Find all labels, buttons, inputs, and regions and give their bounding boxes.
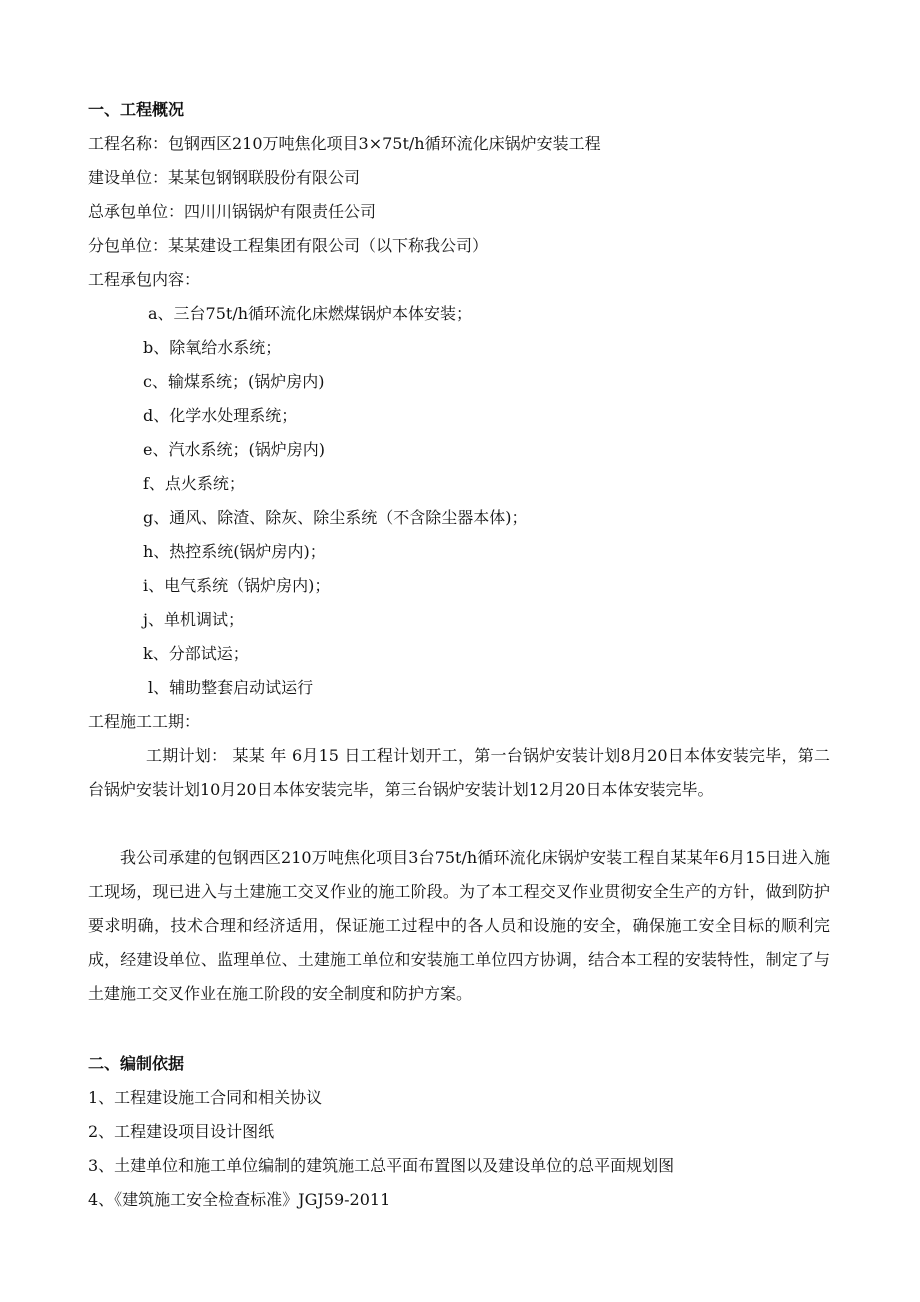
scope-item: g、通风、除渣、除灰、除尘系统（不含除尘器本体)； bbox=[143, 508, 528, 527]
schedule-paragraph: 工期计划： 某某 年 6月15 日工程计划开工，第一台锅炉安装计划8月20日本体安装完毕，第二台锅炉安装计划10月20日本体安装完毕，第三台锅炉安装计划12月20日本体安装完毕。 bbox=[88, 746, 830, 799]
basis-item: 4、《建筑施工安全检查标准》JGJ59-2011 bbox=[88, 1190, 391, 1209]
scope-item: h、热控系统(锅炉房内)； bbox=[143, 542, 326, 561]
basis-item: 1、工程建设施工合同和相关协议 bbox=[88, 1088, 323, 1107]
scope-item: e、汽水系统；(锅炉房内) bbox=[143, 440, 325, 459]
schedule-label: 工程施工工期： bbox=[88, 712, 201, 731]
subcontractor-line: 分包单位：某某建设工程集团有限公司（以下称我公司） bbox=[88, 236, 489, 255]
scope-item: k、分部试运； bbox=[143, 644, 249, 663]
general-contractor-line: 总承包单位：四川川锅锅炉有限责任公司 bbox=[88, 202, 377, 221]
scope-item: b、除氧给水系统； bbox=[143, 338, 282, 357]
project-name-line: 工程名称：包钢西区210万吨焦化项目3×75t/h循环流化床锅炉安装工程 bbox=[88, 134, 601, 153]
section-heading-basis: 二、编制依据 bbox=[88, 1054, 185, 1073]
scope-label: 工程承包内容： bbox=[88, 270, 201, 289]
scope-item: d、化学水处理系统； bbox=[143, 406, 298, 425]
intro-paragraph: 我公司承建的包钢西区210万吨焦化项目3台75t/h循环流化床锅炉安装工程自某某年6月15日进入施工现场，现已进入与土建施工交叉作业的施工阶段。为了本工程交叉作业贯彻安全生产的方针，做到防护要求明确，技术合理和经济适用，保证施工过程中的各人员和设施的安全，确保施工安全目标的顺利完成，经建设单位、监理单位、土建施工单位和安装施工单位四方协调，结合本工程的安装特性，制定了与土建施工交叉作业在施工阶段的安全制度和防护方案。 bbox=[88, 848, 830, 1003]
scope-item: j、单机调试； bbox=[143, 610, 244, 629]
basis-item: 2、工程建设项目设计图纸 bbox=[88, 1122, 275, 1141]
scope-item: i、电气系统（锅炉房内)； bbox=[143, 576, 331, 595]
basis-item: 3、土建单位和施工单位编制的建筑施工总平面布置图以及建设单位的总平面规划图 bbox=[88, 1156, 675, 1175]
scope-item: f、点火系统； bbox=[143, 474, 245, 493]
scope-item: a、三台75t/h循环流化床燃煤锅炉本体安装； bbox=[148, 304, 473, 323]
scope-item: c、输煤系统；(锅炉房内) bbox=[143, 372, 325, 391]
section-heading-overview: 一、工程概况 bbox=[88, 100, 185, 119]
scope-item: l、辅助整套启动试运行 bbox=[148, 678, 314, 697]
owner-line: 建设单位：某某包钢钢联股份有限公司 bbox=[88, 168, 361, 187]
